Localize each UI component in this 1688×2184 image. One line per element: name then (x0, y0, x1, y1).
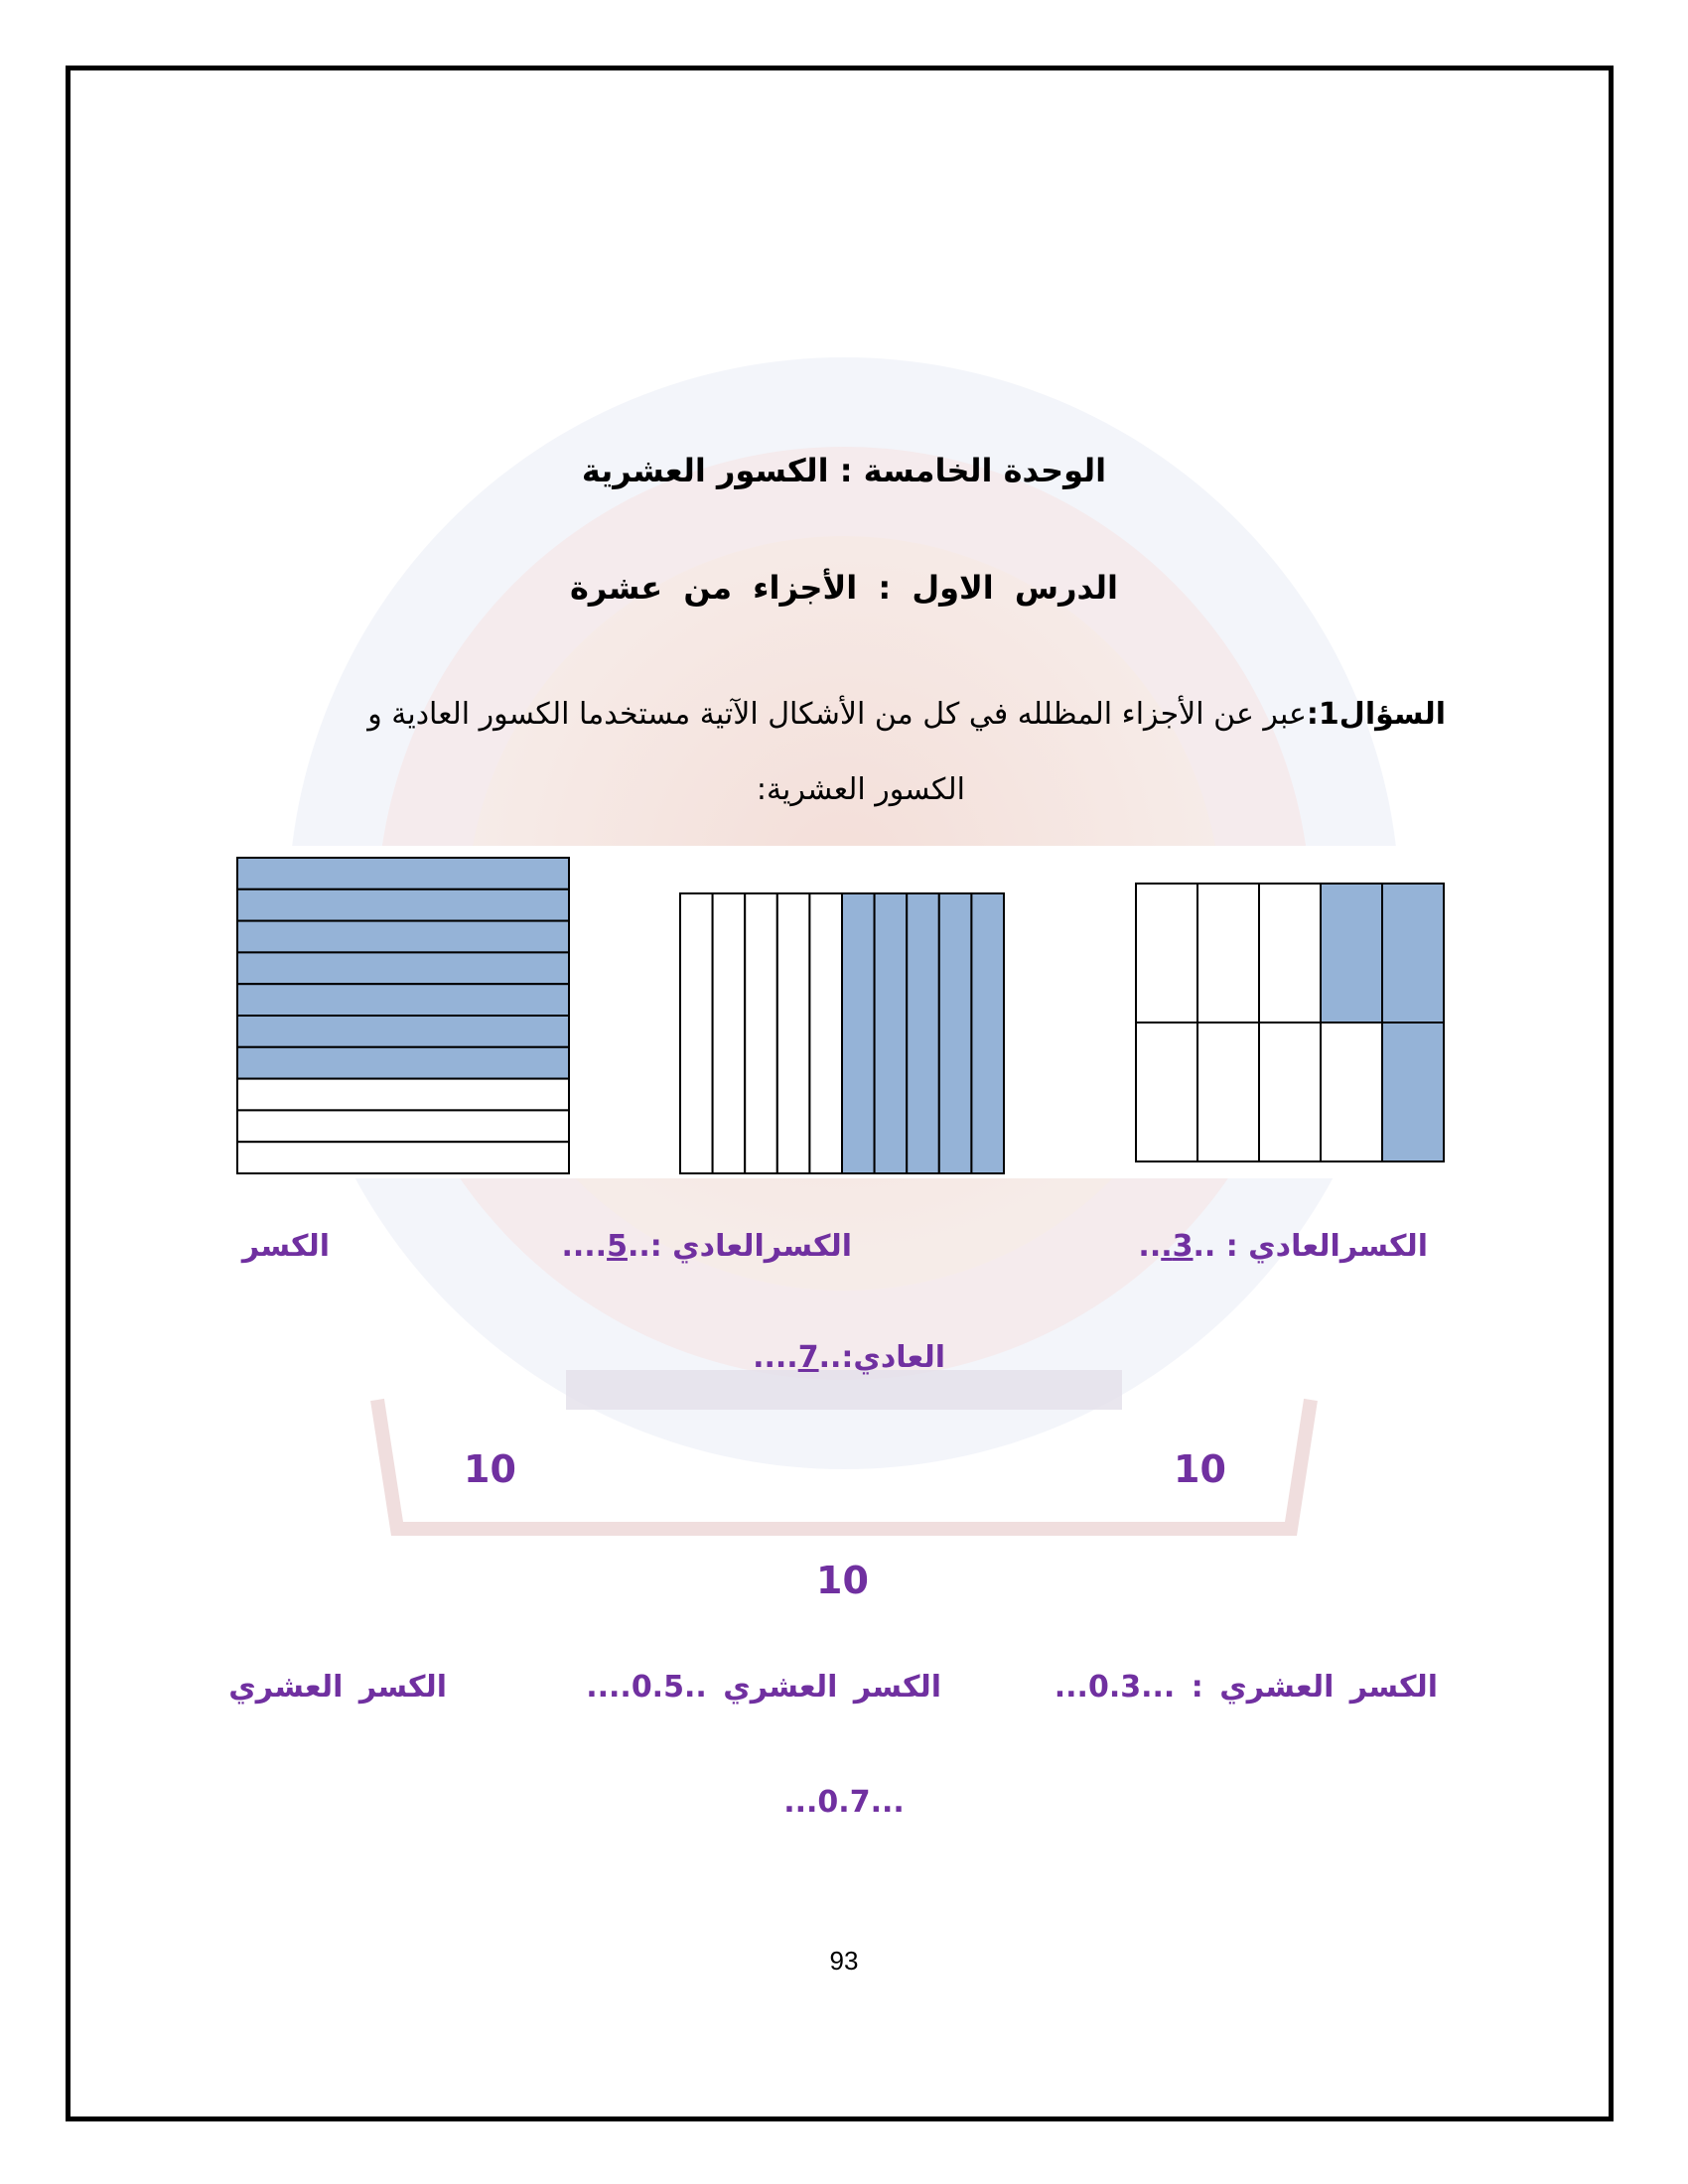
vertical-strip (777, 893, 810, 1173)
horizontal-strip (237, 858, 569, 889)
question-line-2: الكسور العشرية: (756, 772, 965, 807)
decimal-fraction-3: ...0.7... (783, 1785, 905, 1820)
question-line-1 (367, 697, 1446, 732)
horizontal-strip (237, 1110, 569, 1142)
grid-cell (1259, 1023, 1321, 1161)
decimal-fraction-1: الكسر العشري : ...0.3... (1054, 1670, 1438, 1705)
figure-horizontal-strips (235, 856, 573, 1183)
grid-cell (1321, 1023, 1382, 1161)
horizontal-strip (237, 952, 569, 984)
horizontal-strip (237, 984, 569, 1016)
question-text-1: عبر عن الأجزاء المظلله في كل من الأشكال الآتية مستخدما الكسور العادية و (367, 697, 1307, 732)
common-fraction-2: الكسرالعادي :..5.... (561, 1229, 852, 1264)
grid-cell (1136, 884, 1197, 1023)
horizontal-strip (237, 1079, 569, 1111)
denominator-2: 10 (464, 1447, 516, 1491)
common-fraction-1: الكسرالعادي : ..3... (1138, 1229, 1428, 1264)
grid-cell (1197, 884, 1259, 1023)
question-label: السؤال1: (1306, 697, 1446, 732)
denominator-3: 10 (816, 1559, 869, 1602)
vertical-strip (713, 893, 746, 1173)
vertical-strip (907, 893, 939, 1173)
grid-cell (1136, 1023, 1197, 1161)
horizontal-strip (237, 921, 569, 953)
horizontal-strip (237, 1016, 569, 1047)
figures-panel (223, 846, 1465, 1178)
common-fraction-3: العادي:..7.... (753, 1340, 945, 1375)
decimal-fraction-3-label: الكسر العشري (228, 1670, 447, 1705)
grid-cell (1382, 1023, 1444, 1161)
vertical-strip (875, 893, 908, 1173)
figure-vertical-strips (678, 891, 1008, 1177)
vertical-strip (680, 893, 713, 1173)
vertical-strip (809, 893, 842, 1173)
vertical-strip (971, 893, 1004, 1173)
grid-cell (1197, 1023, 1259, 1161)
figure-grid (1134, 882, 1452, 1167)
horizontal-strip (237, 1047, 569, 1079)
vertical-strip (745, 893, 777, 1173)
denominator-1: 10 (1174, 1447, 1226, 1491)
unit-title: الوحدة الخامسة : الكسور العشرية (581, 452, 1107, 489)
horizontal-strip (237, 1142, 569, 1173)
vertical-strip (939, 893, 972, 1173)
decimal-fraction-2: الكسر العشري ..0.5.... (586, 1670, 941, 1705)
grid-cell (1382, 884, 1444, 1023)
grid-cell (1321, 884, 1382, 1023)
horizontal-strip (237, 889, 569, 921)
common-fraction-3-label: الكسر (241, 1229, 330, 1264)
vertical-strip (842, 893, 875, 1173)
grid-cell (1259, 884, 1321, 1023)
page-number: 93 (829, 1946, 859, 1976)
lesson-title: الدرس الاول : الأجزاء من عشرة (570, 569, 1118, 607)
